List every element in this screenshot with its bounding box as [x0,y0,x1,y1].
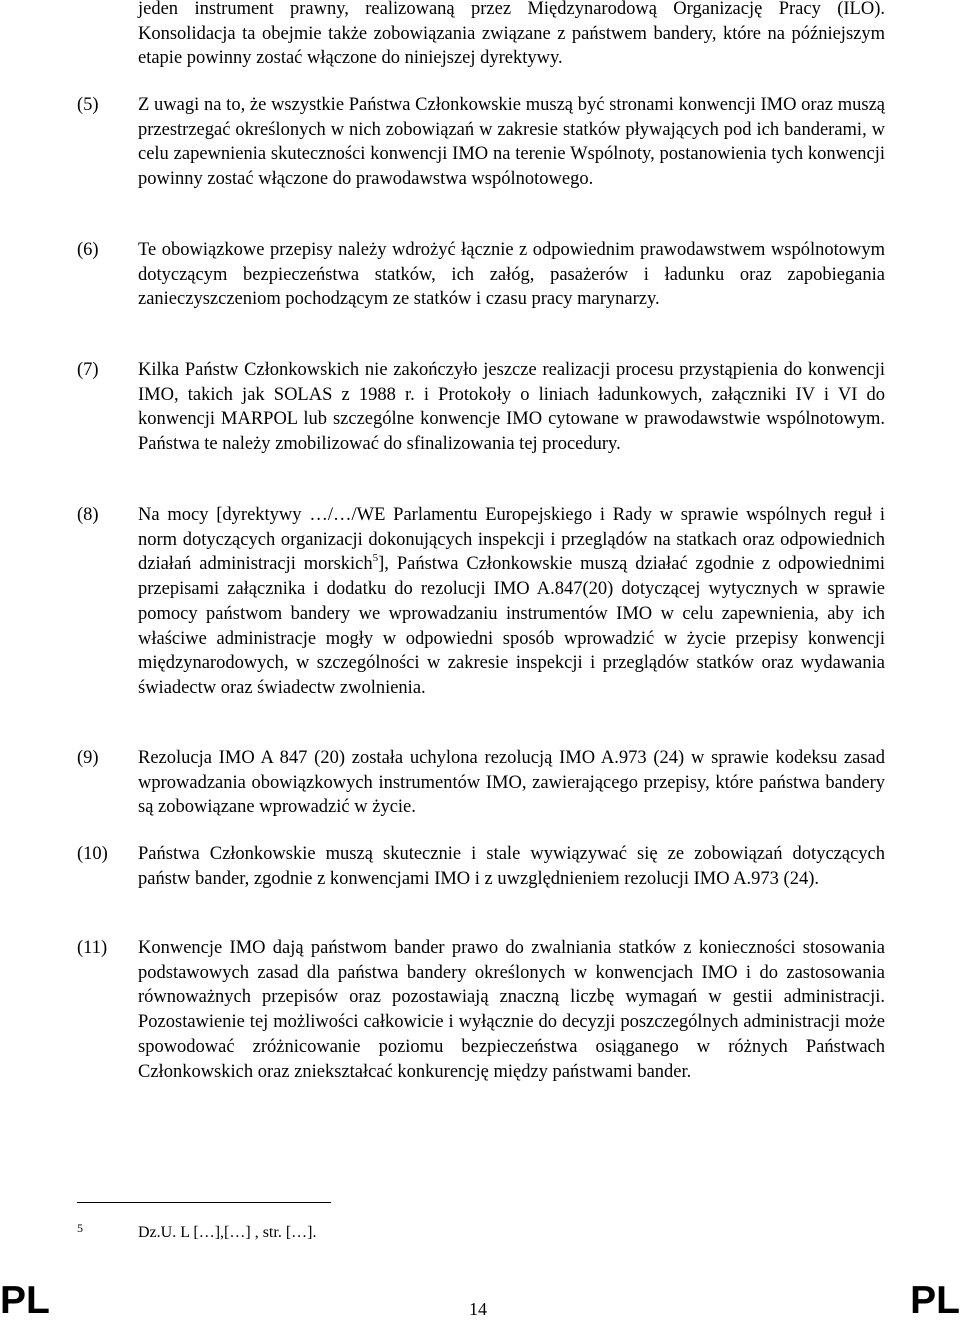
language-code-left: PL [0,1279,50,1322]
footnote-text: Dz.U. L […],[…] , str. […]. [138,1224,317,1241]
recital-text: Państwa Członkowskie muszą skutecznie i stale wywiązywać się ze zobowiązań dotyczących państw bander, zgodnie z konwencjami IMO i z uwzględnieniem rezolucji IMO A.973 (24). [138,844,885,889]
recital-11 [77,936,885,1084]
recital-number: (8) [77,505,99,525]
recital-text: Kilka Państw Członkowskich nie zakończyło jeszcze realizacji procesu przystąpienia do konwencji IMO, takich jak SOLAS z 1988 r. i Protokoły o liniach ładunkowych, załączniki IV i VI do konwencji MARPOL lub szczególne konwencje IMO cytowane w prawodawstwie wspólnotowym. Państwa te należy zmobilizować do sfinalizowania tej procedury. [138,360,885,455]
recital-text: Te obowiązkowe przepisy należy wdrożyć łącznie z odpowiednim prawodawstwem wspólnotowym dotyczącym bezpieczeństwa statków, ich załóg, pasażerów i ładunku oraz zapobiegania zanieczyszczeniom pochodzącym ze statków i czasu pracy marynarzy. [138,240,885,310]
page-number: 14 [469,1299,487,1319]
recital-number: (5) [77,95,99,115]
footnote-reference: 5 [372,552,379,565]
language-code-right: PL [910,1279,960,1322]
footnote-mark: 5 [77,1221,83,1235]
recital-9 [77,746,885,820]
recital-6 [77,238,885,312]
recital-number: (9) [77,748,99,768]
footnote-divider [77,1202,331,1203]
recital-number: (7) [77,360,99,380]
recital-8 [77,503,885,701]
recital-text [138,503,885,701]
recital-number: (10) [77,844,108,864]
recital-text-part: Na mocy [dyrektywy …/…/WE Parlamentu Europejskiego i Rady w sprawie wspólnych reguł i norm dotyczących organizacji dokonujących inspekcji i przeglądów na statkach oraz odpowiednich działań administracji morskich [138,505,885,575]
intro-paragraph: jeden instrument prawny, realizowaną przez Międzynarodową Organizację Pracy (ILO). Konsolidacja ta obejmie także zobowiązania związane z państwem bandery, które na późniejszym etapie powinny zostać włączone do niniejszej dyrektywy. [138,0,885,69]
recital-text: Konwencje IMO dają państwom bander prawo do zwalniania statków z konieczności stosowania podstawowych zasad dla państwa bandery określonych w konwencjach IMO i do zastosowania równoważnych przepisów oraz pozostawiają znaczną liczbę wymagań w gestii administracji. Pozostawienie tej możliwości całkowicie i wyłącznie do decyzji poszczególnych administracji może spowodować zróżnicowanie poziomu bezpieczeństwa osiąganego w różnych Państwach Członkowskich oraz zniekształcać konkurencję między państwami bander. [138,938,885,1082]
recital-10 [77,842,885,891]
recital-number: (11) [77,938,108,958]
recital-text-part: ], Państwa Członkowskie muszą działać zgodnie z odpowiednimi przepisami załącznika i dodatku do rezolucji IMO A.847(20) dotyczącej wytycznych w sprawie pomocy państwom bandery we wprowadzaniu instrumentów IMO w celu zapewnienia, aby ich właściwe administracje mogły w odpowiedni sposób wprowadzić w życie przepisy konwencji międzynarodowych, w szczególności w zakresie inspekcji i przeglądów statków oraz wydawania świadectw oraz świadectw zwolnienia. [138,554,885,698]
recital-number: (6) [77,240,99,260]
recital-text: Z uwagi na to, że wszystkie Państwa Członkowskie muszą być stronami konwencji IMO oraz muszą przestrzegać określonych w nich zobowiązań w zakresie statków pływających pod ich banderami, w celu zapewnienia skuteczności konwencji IMO na terenie Wspólnoty, postanowienia tych konwencji powinny zostać włączone do prawodawstwa wspólnotowego. [138,95,885,190]
recital-text: Rezolucja IMO A 847 (20) została uchylona rezolucją IMO A.973 (24) w sprawie kodeksu zasad wprowadzania obowiązkowych instrumentów IMO, zawierającego przepisy, które państwa bandery są zobowiązane wprowadzić w życie. [138,748,885,818]
recital-5 [77,93,885,192]
recital-7 [77,358,885,457]
